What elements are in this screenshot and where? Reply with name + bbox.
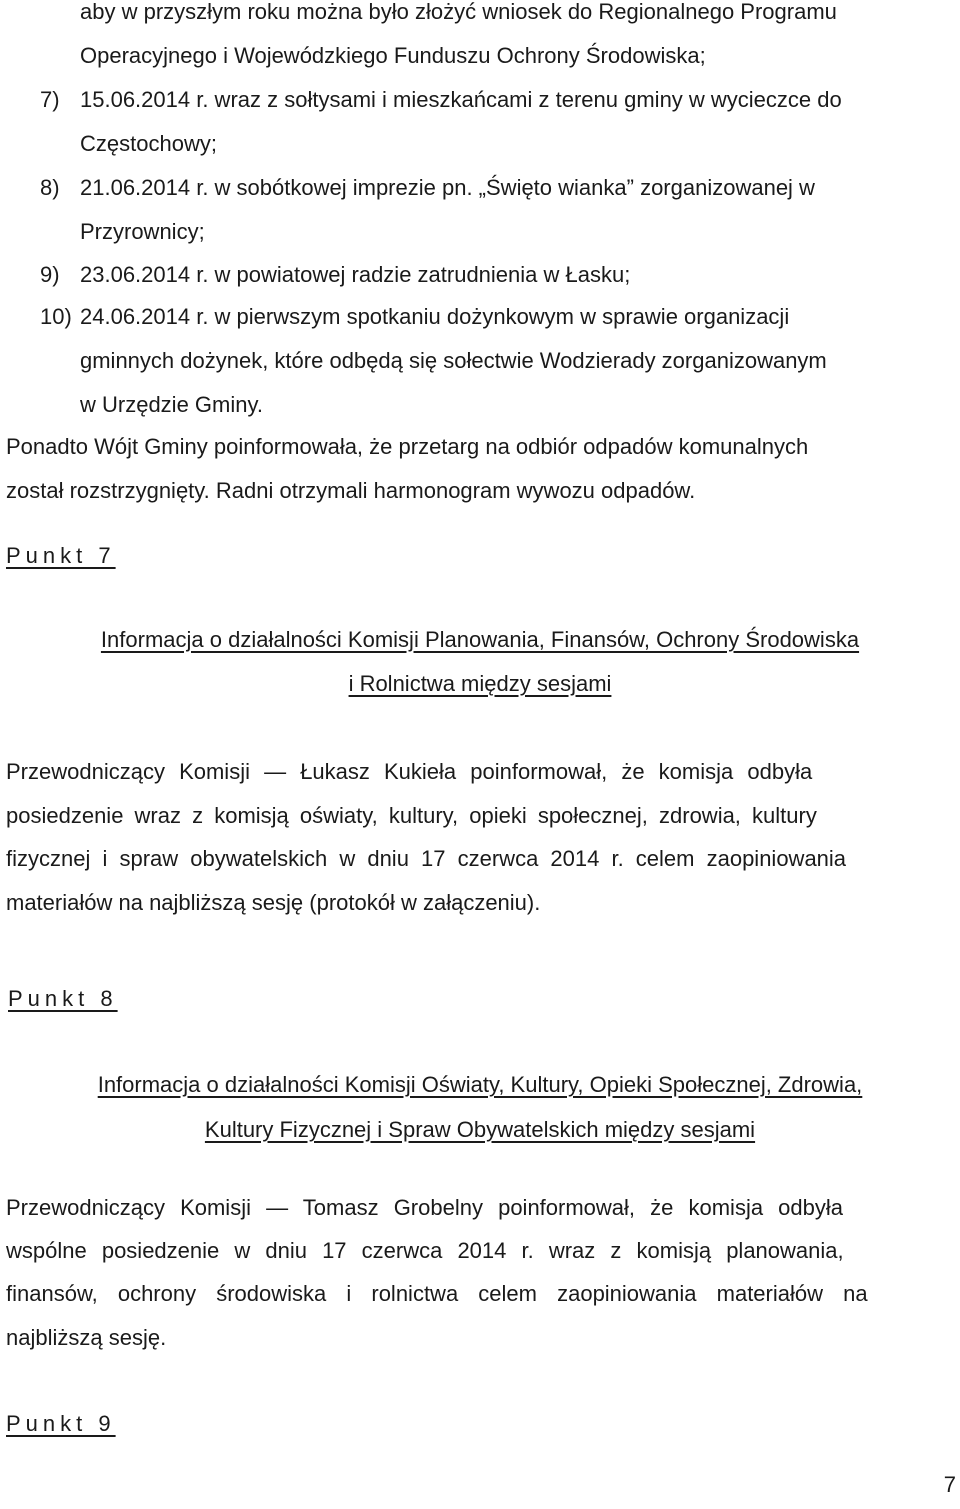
punkt-8-title-line-1: Informacja o działalności Komisji Oświaty, Kultury, Opieki Społecznej, Zdrowia, <box>97 1072 863 1097</box>
list-item-text: 15.06.2014 r. wraz z sołtysami i mieszkańcami z terenu gminy w wycieczce do <box>80 87 842 112</box>
punkt-7-body-line-4: materiałów na najbliższą sesję (protokół w załączeniu). <box>6 890 541 915</box>
closing-paragraph-line-1: Ponadto Wójt Gminy poinformowała, że przetarg na odbiór odpadów komunalnych <box>6 434 809 459</box>
punkt-7-body-line-1: Przewodniczący Komisji — Łukasz Kukieła poinformował, że komisja odbyła <box>6 759 813 784</box>
punkt-8-body-line-2: wspólne posiedzenie w dniu 17 czerwca 2014 r. wraz z komisją planowania, <box>6 1238 844 1263</box>
list-item-text: 21.06.2014 r. w sobótkowej imprezie pn. „Święto wianka” zorganizowanej w <box>80 175 815 200</box>
list-item-text: 24.06.2014 r. w pierwszym spotkaniu dożynkowym w sprawie organizacji <box>80 304 790 329</box>
punkt-7-body-line-3: fizycznej i spraw obywatelskich w dniu 17 czerwca 2014 r. celem zaopiniowania <box>6 846 847 871</box>
punkt-8-body-line-3: finansów, ochrony środowiska i rolnictwa celem zaopiniowania materiałów na <box>6 1281 868 1306</box>
list-item-9 <box>40 253 630 297</box>
punkt-7-title-line-2: i Rolnictwa między sesjami <box>348 671 612 696</box>
punkt-7-title-line-1: Informacja o działalności Komisji Planowania, Finansów, Ochrony Środowiska <box>100 627 860 652</box>
punkt-8-body-line-1: Przewodniczący Komisji — Tomasz Grobelny poinformował, że komisja odbyła <box>6 1195 844 1220</box>
closing-paragraph-line-2: został rozstrzygnięty. Radni otrzymali harmonogram wywozu odpadów. <box>6 478 696 503</box>
list-item-8 <box>40 166 815 210</box>
punkt-9-heading: Punkt 9 <box>6 1411 116 1436</box>
punkt-8-title-line-2: Kultury Fizycznej i Spraw Obywatelskich między sesjami <box>204 1117 756 1142</box>
list-continuation-line-1: aby w przyszłym roku można było złożyć wniosek do Regionalnego Programu <box>80 0 837 24</box>
punkt-8-body-line-4: najbliższą sesję. <box>6 1325 167 1350</box>
list-item-7-line-2: Częstochowy; <box>80 131 217 156</box>
list-item-number: 10) <box>40 304 72 329</box>
list-item-8-line-2: Przyrownicy; <box>80 219 205 244</box>
list-continuation-line-2: Operacyjnego i Wojewódzkiego Funduszu Ochrony Środowiska; <box>80 43 706 68</box>
list-item-text: 23.06.2014 r. w powiatowej radzie zatrudnienia w Łasku; <box>80 262 631 287</box>
list-item-10 <box>40 295 789 339</box>
punkt-8-heading: Punkt 8 <box>8 986 118 1011</box>
list-item-number: 7) <box>40 87 60 112</box>
page-number: 7 <box>943 1472 956 1497</box>
punkt-7-body-line-2: posiedzenie wraz z komisją oświaty, kultury, opieki społecznej, zdrowia, kultury <box>6 803 817 828</box>
punkt-7-heading: Punkt 7 <box>6 543 116 568</box>
list-item-10-line-2: gminnych dożynek, które odbędą się sołectwie Wodzierady zorganizowanym <box>80 348 827 373</box>
list-item-number: 8) <box>40 175 60 200</box>
list-item-7 <box>40 78 842 122</box>
list-item-10-line-3: w Urzędzie Gminy. <box>80 392 263 417</box>
list-item-number: 9) <box>40 262 60 287</box>
